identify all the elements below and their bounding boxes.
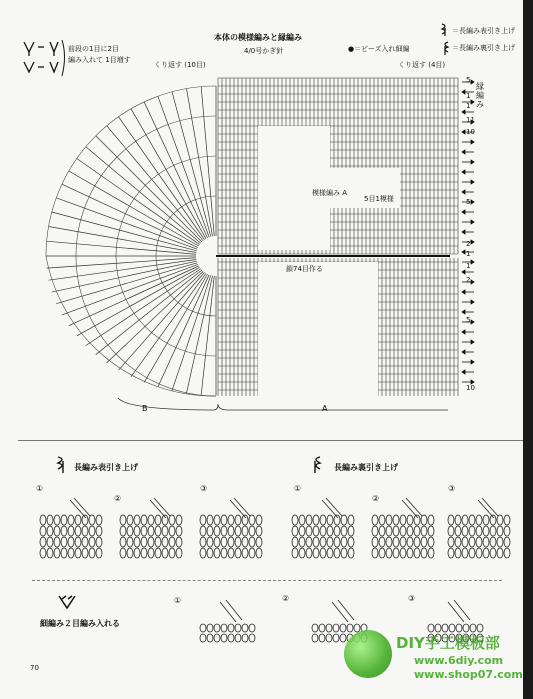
front-post-symbol-icon xyxy=(56,455,70,475)
row-number: 5 xyxy=(466,198,471,206)
increase-note-2: 編み入れて 1目増す xyxy=(68,56,131,64)
bead-legend: ●＝ビーズ入れ細編 xyxy=(348,45,410,53)
step-marker: ③ xyxy=(200,484,208,493)
page-title: 本体の模様編みと縁編み xyxy=(214,33,302,42)
pattern-a-label: 模様編み A xyxy=(312,189,348,197)
step-marker: ① xyxy=(36,484,44,493)
section-front-post-title: 長編み表引き上げ xyxy=(74,463,138,472)
row-number: 10 xyxy=(466,384,475,392)
row-number: 10 xyxy=(466,128,475,136)
post-stitch-illustrations xyxy=(30,496,520,572)
foundation-chain-label: 鎖74目作る xyxy=(286,265,323,273)
row-number: 2 xyxy=(466,240,471,248)
dimension-a-label: A xyxy=(322,404,328,413)
repeat-right-label: くり返す (4目) xyxy=(398,61,446,69)
row-number: 1 xyxy=(466,92,471,100)
hook-size: 4/0号かぎ針 xyxy=(244,47,284,55)
row-number: 2 xyxy=(466,276,471,284)
row-number: 11 xyxy=(466,116,475,124)
section-back-post-title: 長編み裏引き上げ xyxy=(334,463,398,472)
step-marker: ③ xyxy=(408,594,416,603)
row-number: 5 xyxy=(466,316,471,324)
row-number: 1 xyxy=(466,250,471,258)
step-marker: ② xyxy=(372,494,380,503)
back-post-symbol-icon xyxy=(308,455,322,475)
section-divider xyxy=(32,580,502,581)
step-marker: ② xyxy=(114,494,122,503)
step-marker: ③ xyxy=(448,484,456,493)
watermark-url-1: www.6diy.com xyxy=(414,654,504,667)
dimension-b-label: B xyxy=(142,404,148,413)
book-spine xyxy=(523,0,533,699)
page-number: 70 xyxy=(30,664,39,672)
legend-front-post: ＝長編み表引き上げ xyxy=(452,27,515,35)
step-marker: ② xyxy=(282,594,290,603)
step-marker: ① xyxy=(174,596,182,605)
row-number: 1 xyxy=(466,102,471,110)
watermark-brand: DIY手工模板部 xyxy=(396,634,500,652)
increase-note-1: 前段の1目に2目 xyxy=(68,45,119,53)
post-stitch-symbols-icon xyxy=(438,22,452,58)
edge-label: 縁編み xyxy=(476,82,484,109)
repeat-left-label: くり返す (10目) xyxy=(154,61,206,69)
row-number: 5 xyxy=(466,76,471,84)
increase-sc-symbol-icon xyxy=(56,592,78,614)
watermark-emblem-icon xyxy=(344,630,392,678)
section-increase-title: 細編み２目編み入れる xyxy=(40,619,120,628)
watermark-logo xyxy=(340,628,525,683)
step-marker: ① xyxy=(294,484,302,493)
watermark-url-2: www.shop07.com xyxy=(414,668,523,681)
legend-back-post: ＝長編み裏引き上げ xyxy=(452,44,515,52)
crochet-chart xyxy=(18,58,518,428)
row-number: 1 xyxy=(466,262,471,270)
five-stitch-repeat-label: 5目1模様 xyxy=(364,195,394,203)
